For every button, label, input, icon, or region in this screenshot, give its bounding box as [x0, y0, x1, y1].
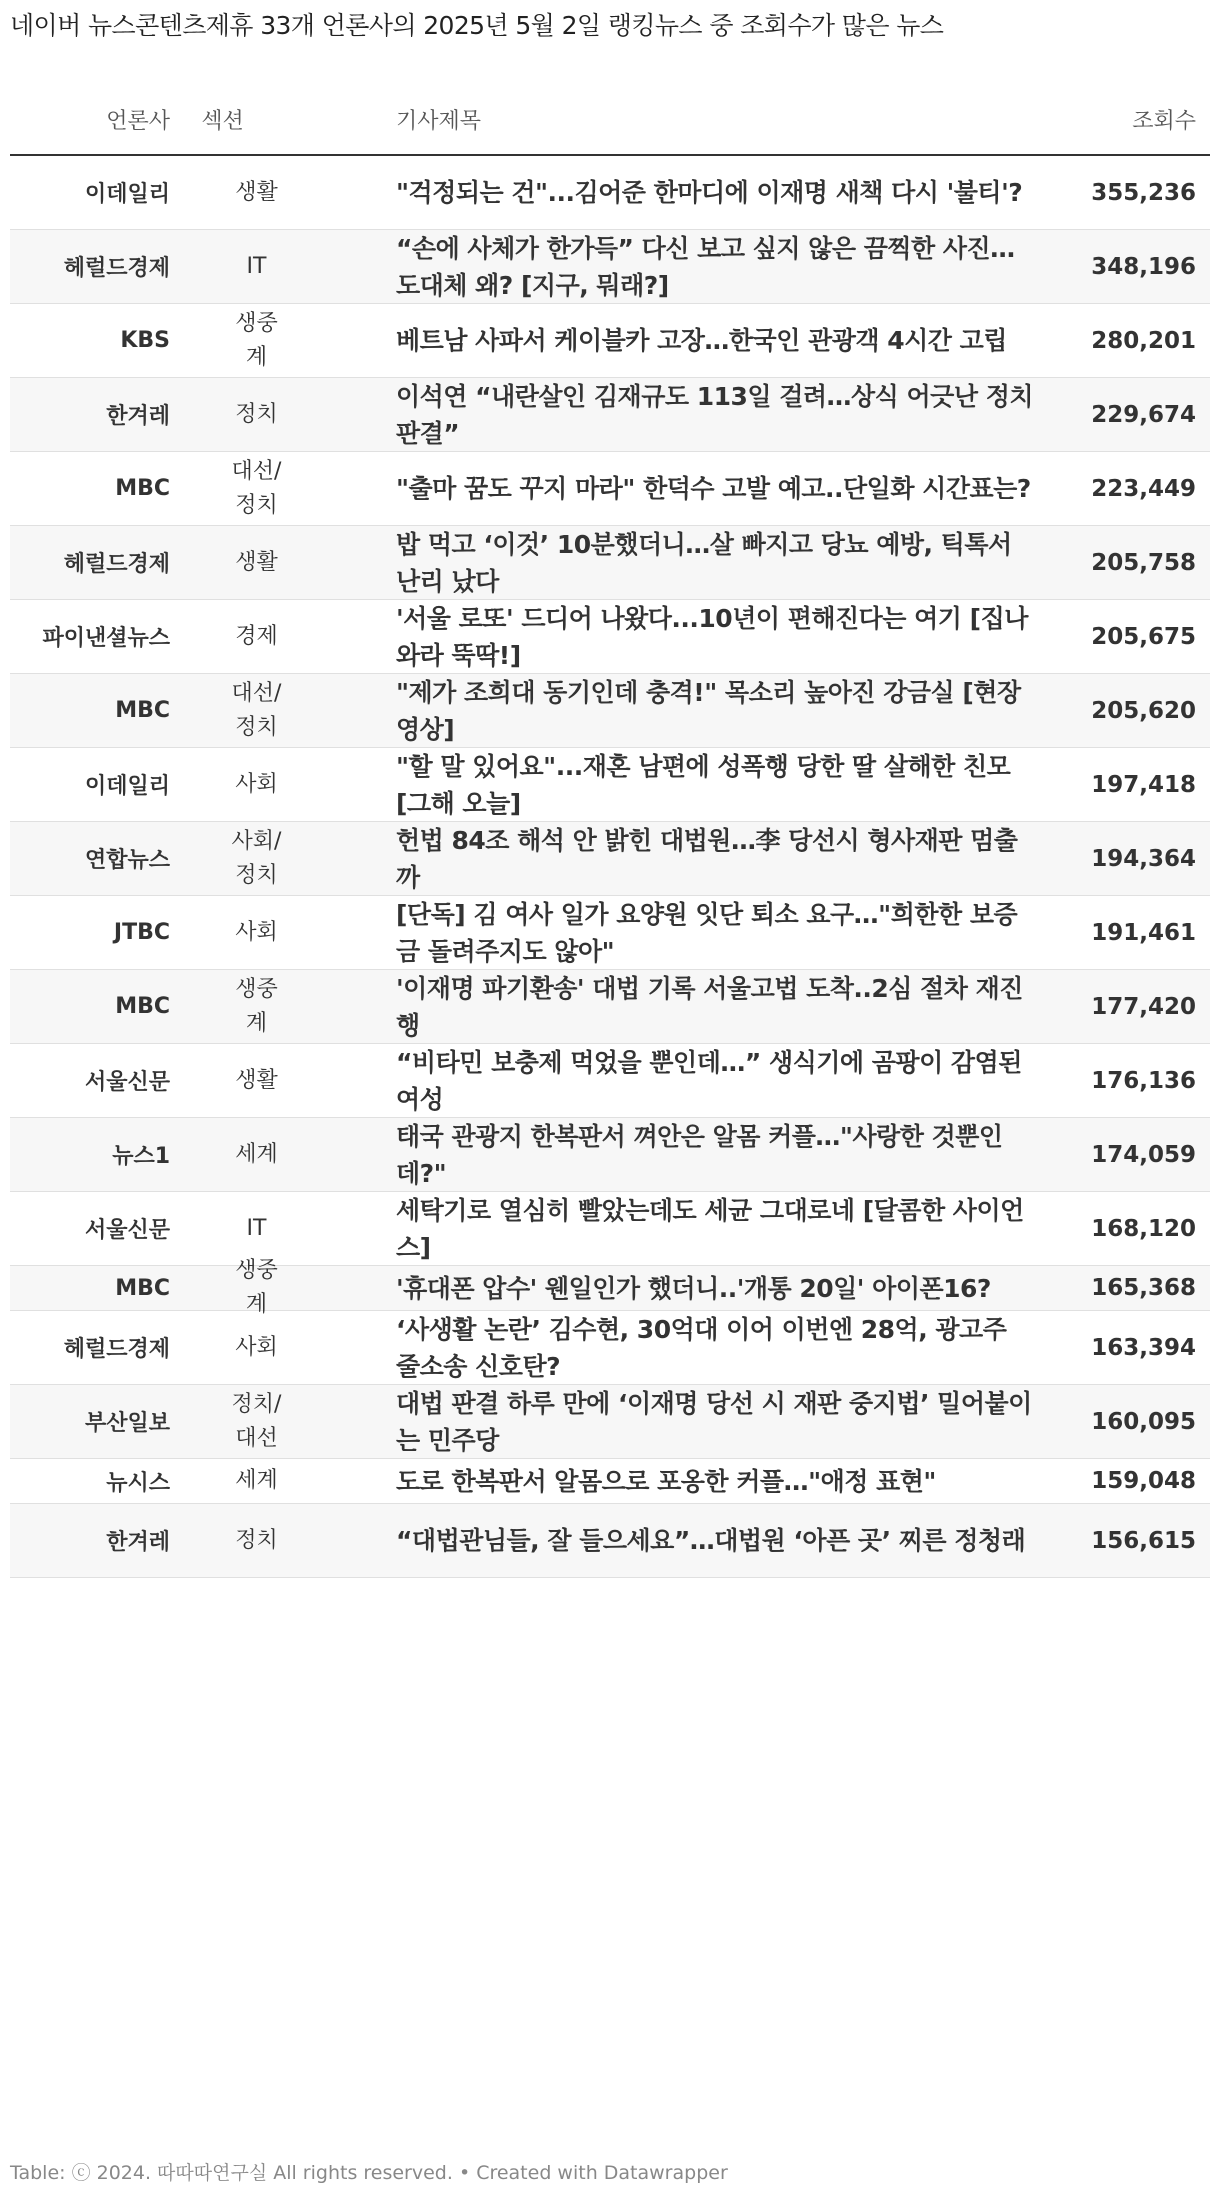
table-row [10, 896, 1210, 970]
views-cell: 197,418 [1091, 771, 1196, 798]
views-cell: 205,620 [1091, 697, 1196, 724]
table-row [10, 452, 1210, 526]
table-body [10, 156, 1210, 1578]
outlet-cell: 이데일리 [84, 774, 170, 799]
outlet-cell: KBS [120, 328, 170, 353]
outlet-cell: JTBC [113, 920, 170, 945]
table-row [10, 674, 1210, 748]
outlet-cell: 한겨레 [106, 404, 170, 429]
table-row [10, 970, 1210, 1044]
views-cell: 176,136 [1091, 1067, 1196, 1094]
section-cell: 생활 [235, 179, 278, 205]
views-cell: 177,420 [1091, 993, 1196, 1020]
outlet-cell: 연합뉴스 [84, 848, 170, 873]
views-cell: 174,059 [1091, 1141, 1196, 1168]
table-row [10, 156, 1210, 230]
section-cell: IT [246, 1215, 267, 1241]
headline-cell: [단독] 김 여사 일가 요양원 잇단 퇴소 요구…"희한한 보증금 돌려주지도 않아" [396, 899, 1018, 966]
section-cell: 생활 [235, 1067, 278, 1093]
section-cell: 생중계 [235, 976, 278, 1036]
table-header [10, 92, 1210, 156]
outlet-cell: MBC [115, 1275, 170, 1301]
table-row [10, 600, 1210, 674]
outlet-cell: MBC [115, 994, 170, 1019]
outlet-cell: 부산일보 [84, 1411, 170, 1436]
views-cell: 205,675 [1091, 623, 1196, 650]
headline-cell: 밥 먹고 ‘이것’ 10분했더니…살 빠지고 당뇨 예방, 틱톡서 난리 났다 [396, 529, 1012, 596]
outlet-cell: 서울신문 [84, 1070, 170, 1095]
headline-cell: '이재명 파기환송' 대법 기록 서울고법 도착..2심 절차 재진행 [396, 973, 1023, 1040]
headline-cell: '휴대폰 압수' 웬일인가 했더니..'개통 20일' 아이폰16? [396, 1273, 991, 1303]
headline-cell: 도로 한복판서 알몸으로 포옹한 커플…"애정 표현" [396, 1466, 936, 1496]
headline-cell: 대법 판결 하루 만에 ‘이재명 당선 시 재판 중지법’ 밀어붙이는 민주당 [396, 1388, 1032, 1455]
views-cell: 194,364 [1091, 845, 1196, 872]
outlet-cell: 한겨레 [106, 1530, 170, 1555]
table-row [10, 230, 1210, 304]
views-cell: 205,758 [1091, 549, 1196, 576]
section-cell: 대선/정치 [231, 680, 282, 740]
table-row [10, 1459, 1210, 1504]
footer-credit: Table: ⓒ 2024. 따따따연구실 All rights reserved. • Created with Datawrapper [10, 2162, 728, 2184]
headline-cell: ‘사생활 논란’ 김수현, 30억대 이어 이번엔 28억, 광고주 줄소송 신호탄? [396, 1314, 1007, 1381]
table-row [10, 1044, 1210, 1118]
headline-cell: “대법관님들, 잘 들으세요”…대법원 ‘아픈 곳’ 찌른 정청래 [396, 1526, 1026, 1555]
outlet-cell: MBC [115, 476, 170, 501]
section-cell: 사회 [235, 919, 278, 945]
outlet-cell: 뉴스1 [112, 1144, 170, 1169]
table-row [10, 1504, 1210, 1578]
headline-cell: 헌법 84조 해석 안 밝힌 대법원…李 당선시 형사재판 멈출까 [396, 825, 1018, 892]
headline-cell: "제가 조희대 동기인데 충격!" 목소리 높아진 강금실 [현장영상] [396, 677, 1021, 744]
news-ranking-table [10, 92, 1210, 1578]
views-cell: 156,615 [1091, 1527, 1196, 1554]
column-header-views[interactable]: 조회수 [1132, 109, 1196, 134]
table-row [10, 748, 1210, 822]
section-cell: 생활 [235, 549, 278, 575]
table-row [10, 1118, 1210, 1192]
section-cell: 생중계 [235, 310, 278, 370]
headline-cell: 이석연 “내란살인 김재규도 113일 걸려…상식 어긋난 정치판결” [396, 381, 1033, 448]
section-cell: 정치/대선 [231, 1391, 282, 1451]
column-header-section[interactable]: 섹션 [201, 109, 244, 134]
section-cell: 정치 [235, 401, 278, 427]
section-cell: 사회 [235, 1334, 278, 1360]
views-cell: 165,368 [1091, 1275, 1196, 1301]
chart-title: 네이버 뉴스콘텐츠제휴 33개 언론사의 2025년 5월 2일 랭킹뉴스 중 조회수가 많은 뉴스 [10, 11, 944, 40]
views-cell: 280,201 [1091, 327, 1196, 354]
views-cell: 355,236 [1091, 179, 1196, 206]
headline-cell: "출마 꿈도 꾸지 마라" 한덕수 고발 예고..단일화 시간표는? [396, 474, 1031, 503]
section-cell: 생중계 [235, 1258, 278, 1317]
table-row [10, 1311, 1210, 1385]
section-cell: IT [246, 253, 267, 279]
headline-cell: 태국 관광지 한복판서 껴안은 알몸 커플…"사랑한 것뿐인데?" [396, 1121, 1003, 1188]
table-row [10, 526, 1210, 600]
section-cell: 대선/정치 [231, 458, 282, 518]
headline-cell: 베트남 사파서 케이블카 고장…한국인 관광객 4시간 고립 [396, 326, 1007, 355]
headline-cell: “비타민 보충제 먹었을 뿐인데…” 생식기에 곰팡이 감염된 여성 [396, 1047, 1022, 1114]
table-row [10, 1258, 1210, 1317]
outlet-cell: 파이낸셜뉴스 [42, 626, 170, 651]
views-cell: 348,196 [1091, 253, 1196, 280]
section-cell: 세계 [235, 1141, 278, 1167]
outlet-cell: 헤럴드경제 [63, 1337, 170, 1362]
views-cell: 223,449 [1091, 475, 1196, 502]
views-cell: 160,095 [1091, 1408, 1196, 1435]
outlet-cell: 헤럴드경제 [63, 256, 170, 281]
table-row [10, 304, 1210, 378]
column-header-outlet[interactable]: 언론사 [106, 109, 170, 134]
headline-cell: "걱정되는 건"...김어준 한마디에 이재명 새책 다시 '불티'? [396, 178, 1023, 207]
outlet-cell: 헤럴드경제 [63, 552, 170, 577]
headline-cell: “손에 사체가 한가득” 다신 보고 싶지 않은 끔찍한 사진…도대체 왜? [지구, 뭐래?] [396, 233, 1015, 300]
outlet-cell: 서울신문 [84, 1218, 170, 1243]
outlet-cell: 뉴시스 [106, 1470, 170, 1496]
outlet-cell: 이데일리 [84, 182, 170, 207]
section-cell: 세계 [235, 1468, 278, 1493]
section-cell: 사회/정치 [231, 828, 282, 888]
outlet-cell: MBC [115, 698, 170, 723]
section-cell: 경제 [235, 623, 278, 649]
views-cell: 191,461 [1091, 919, 1196, 946]
headline-cell: "할 말 있어요"...재혼 남편에 성폭행 당한 딸 살해한 친모 [그해 오늘] [396, 751, 1011, 818]
views-cell: 229,674 [1091, 401, 1196, 428]
column-header-headline[interactable]: 기사제목 [396, 109, 482, 134]
headline-cell: 세탁기로 열심히 빨았는데도 세균 그대로네 [달콤한 사이언스] [396, 1195, 1024, 1262]
table-row [10, 1192, 1210, 1266]
views-cell: 168,120 [1091, 1215, 1196, 1242]
section-cell: 사회 [235, 771, 278, 797]
table-row [10, 1385, 1210, 1459]
section-cell: 정치 [235, 1527, 278, 1553]
views-cell: 163,394 [1091, 1334, 1196, 1361]
headline-cell: '서울 로또' 드디어 나왔다...10년이 편해진다는 여기 [집나와라 뚝딱!] [396, 603, 1028, 670]
table-row [10, 822, 1210, 896]
table-row [10, 378, 1210, 452]
views-cell: 159,048 [1091, 1468, 1196, 1494]
